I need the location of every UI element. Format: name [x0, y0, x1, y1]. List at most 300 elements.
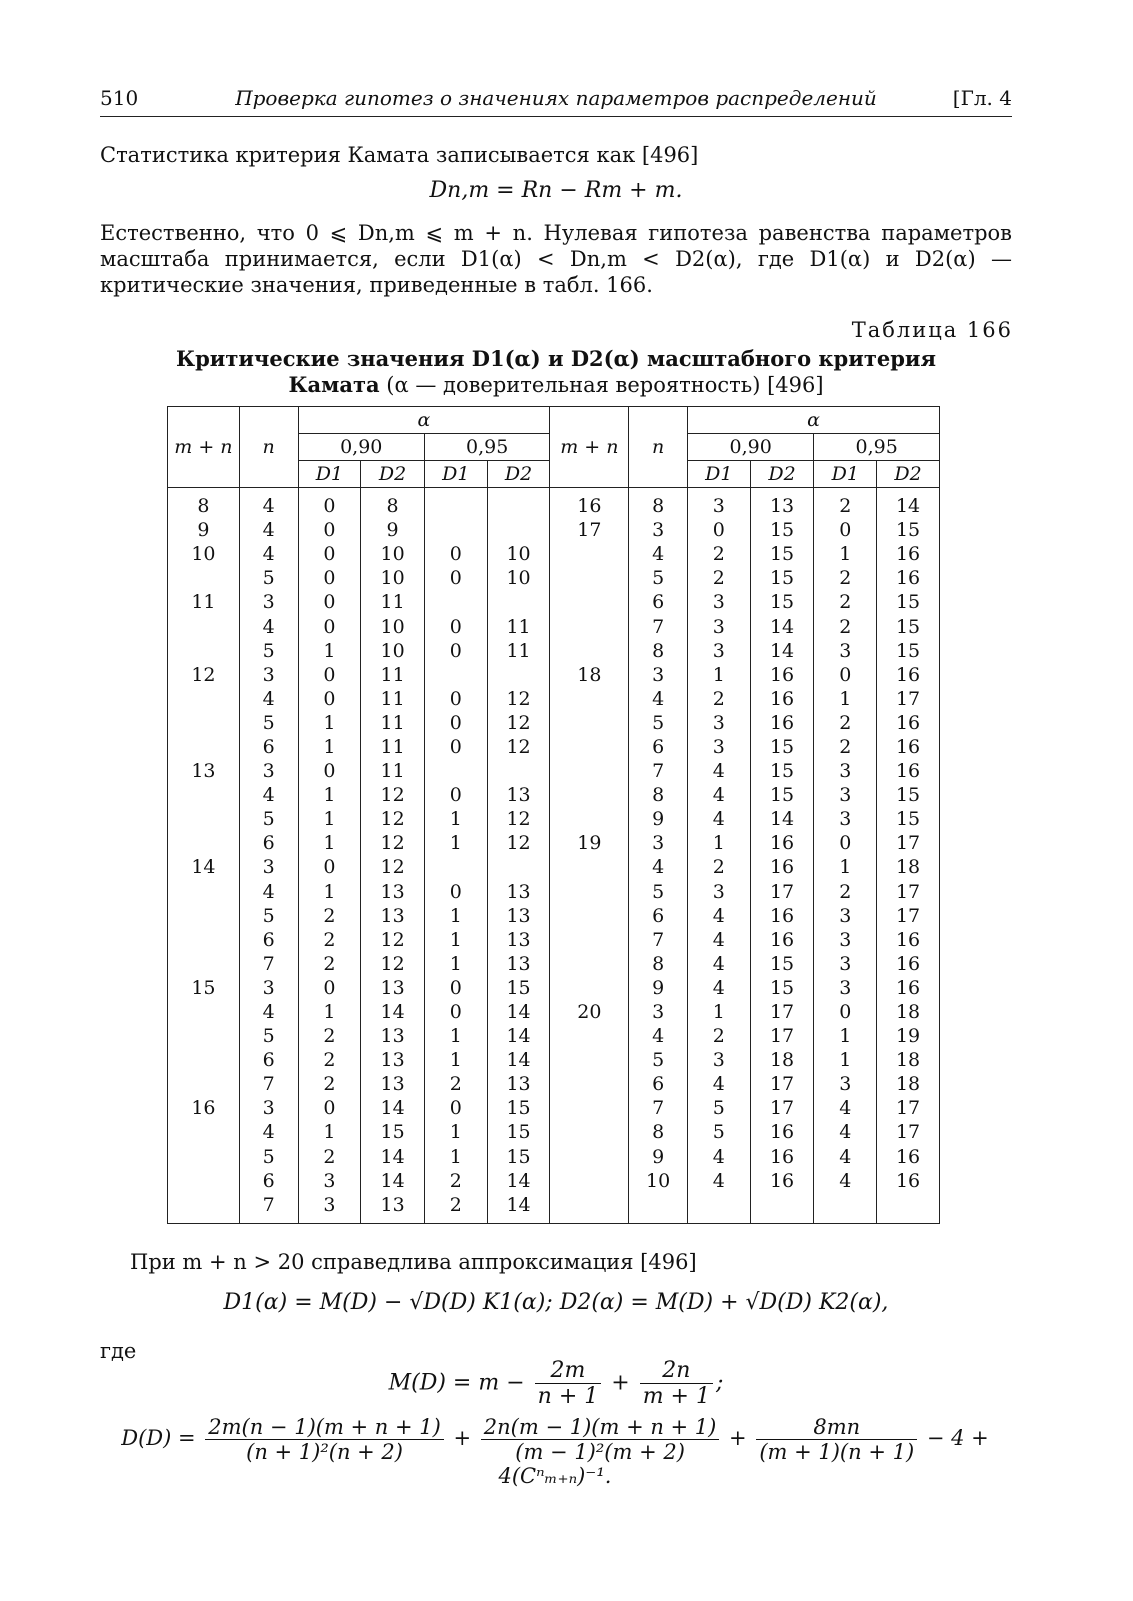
table-cell: 4	[687, 783, 750, 807]
table-cell: 1	[814, 542, 877, 566]
table-row	[168, 928, 940, 952]
table-cell: 1	[298, 880, 361, 904]
table-cell: 0	[424, 1096, 487, 1120]
col-header-mn-left: m + n	[168, 407, 240, 488]
table-cell: 13	[750, 488, 814, 519]
table-cell: 12	[487, 831, 550, 855]
table-cell: 1	[424, 831, 487, 855]
variance-formula: D(D) = $\frac{2m(n - 1)(m + n + 1)}{\text{(n + 1)²(n + 2)}}$ + $\frac{2n(m - 1)(m + n + 1)}{\text{(m − 1)²(m + 2)}}$ + $\frac{8mn}{(m + 1)(n + 1)}$ − 4 + 4(Cⁿₘ₊ₙ)⁻¹.	[121, 1415, 989, 1488]
table-cell: 0	[298, 590, 361, 614]
table-cell: 16	[877, 1145, 940, 1169]
table-cell: 1	[814, 1048, 877, 1072]
table-cell: 1	[298, 711, 361, 735]
table-cell: 1	[814, 855, 877, 879]
table-cell	[550, 855, 629, 879]
table-cell: 0	[298, 759, 361, 783]
col-header-090-right: 0,90	[687, 434, 813, 461]
dd-f2-den: (m − 1)²(m + 2)	[515, 1440, 685, 1464]
table-cell: 13	[361, 880, 425, 904]
table-row	[168, 1024, 940, 1048]
table-cell: 4	[239, 614, 298, 638]
table-cell: 15	[487, 1096, 550, 1120]
table-cell: 4	[687, 1169, 750, 1193]
table-cell: 13	[361, 976, 425, 1000]
table-row	[168, 735, 940, 759]
table-cell: 16	[750, 928, 814, 952]
table-cell: 15	[750, 735, 814, 759]
table-cell: 3	[239, 855, 298, 879]
table-cell: 4	[239, 880, 298, 904]
table-row	[168, 904, 940, 928]
table-cell: 9	[361, 518, 425, 542]
table-cell	[550, 735, 629, 759]
table-cell	[550, 904, 629, 928]
intro-line: Статистика критерия Камата записывается как [496]	[100, 143, 699, 167]
table-cell: 14	[361, 1000, 425, 1024]
table-cell: 6	[239, 1169, 298, 1193]
table-cell: 13	[487, 1072, 550, 1096]
table-cell: 10	[361, 639, 425, 663]
table-cell: 3	[239, 759, 298, 783]
table-row	[168, 639, 940, 663]
table-row	[168, 542, 940, 566]
table-cell: 11	[361, 711, 425, 735]
table-cell: 1	[424, 1145, 487, 1169]
table-cell: 16	[750, 1169, 814, 1193]
table-cell: 18	[877, 855, 940, 879]
table-cell: 14	[750, 639, 814, 663]
table-cell: 16	[550, 488, 629, 519]
table-cell: 15	[877, 807, 940, 831]
table-cell	[487, 759, 550, 783]
table-cell: 0	[424, 542, 487, 566]
table-cell: 7	[239, 1072, 298, 1096]
table-cell: 15	[487, 1145, 550, 1169]
table-cell: 2	[687, 542, 750, 566]
table-cell: 4	[239, 783, 298, 807]
table-cell: 17	[877, 904, 940, 928]
table-row	[168, 518, 940, 542]
dd-tail: − 4 + 4(Cⁿₘ₊ₙ)⁻¹.	[498, 1426, 989, 1488]
table-cell: 13	[361, 904, 425, 928]
table-cell: 2	[298, 1145, 361, 1169]
col-header-d2: D2	[487, 461, 550, 488]
dd-fraction-3	[756, 1415, 917, 1464]
table-cell: 0	[814, 1000, 877, 1024]
table-cell: 4	[814, 1145, 877, 1169]
table-cell: 2	[814, 711, 877, 735]
table-cell: 3	[629, 518, 688, 542]
table-cell	[424, 590, 487, 614]
table-cell: 2	[298, 904, 361, 928]
table-cell: 2	[424, 1193, 487, 1224]
table-cell	[487, 488, 550, 519]
table-cell: 0	[424, 880, 487, 904]
table-cell: 3	[687, 1048, 750, 1072]
table-cell	[168, 831, 240, 855]
table-cell: 1	[298, 1120, 361, 1144]
table-cell	[550, 566, 629, 590]
table-cell: 0	[424, 783, 487, 807]
table-cell: 11	[361, 759, 425, 783]
table-cell: 5	[239, 566, 298, 590]
table-cell: 6	[629, 904, 688, 928]
dd-fraction-1	[205, 1415, 444, 1464]
col-header-d1: D1	[687, 461, 750, 488]
table-cell: 7	[239, 952, 298, 976]
table-cell: 6	[629, 590, 688, 614]
table-cell	[168, 614, 240, 638]
dd-left: D(D) =	[121, 1426, 196, 1450]
table-cell: 17	[550, 518, 629, 542]
table-cell: 15	[487, 976, 550, 1000]
table-cell: 1	[424, 1120, 487, 1144]
table-cell: 13	[361, 1072, 425, 1096]
table-cell	[550, 687, 629, 711]
dd-f3-num: 8mn	[756, 1415, 917, 1440]
md-left: M(D) = m −	[388, 1370, 525, 1396]
table-cell: 0	[298, 488, 361, 519]
table-cell: 3	[298, 1169, 361, 1193]
table-cell: 0	[424, 1000, 487, 1024]
table-cell: 10	[361, 566, 425, 590]
table-cell	[168, 1120, 240, 1144]
table-cell: 7	[629, 928, 688, 952]
table-cell: 14	[750, 807, 814, 831]
table-cell: 6	[239, 831, 298, 855]
table-cell: 16	[750, 904, 814, 928]
table-row	[168, 831, 940, 855]
table-cell: 3	[239, 976, 298, 1000]
table-cell: 16	[877, 928, 940, 952]
table-cell	[168, 711, 240, 735]
table-cell: 1	[298, 783, 361, 807]
table-cell: 3	[687, 488, 750, 519]
table-row	[168, 614, 940, 638]
table-cell: 12	[361, 952, 425, 976]
table-cell: 2	[687, 855, 750, 879]
page-number: 510	[100, 86, 139, 110]
table-cell	[168, 1024, 240, 1048]
table-cell	[550, 1024, 629, 1048]
table-cell: 2	[687, 1024, 750, 1048]
table-cell: 0	[687, 518, 750, 542]
table-cell	[550, 1120, 629, 1144]
table-cell	[168, 1072, 240, 1096]
table-cell	[550, 1193, 629, 1224]
table-cell: 3	[814, 952, 877, 976]
col-header-d2: D2	[361, 461, 425, 488]
table-cell: 1	[298, 1000, 361, 1024]
col-header-mn-right: m + n	[550, 407, 629, 488]
table-cell: 2	[298, 952, 361, 976]
table-cell: 12	[361, 928, 425, 952]
table-cell: 13	[168, 759, 240, 783]
table-cell: 8	[629, 952, 688, 976]
table-body	[168, 488, 940, 1224]
table-cell: 1	[424, 807, 487, 831]
table-cell	[168, 735, 240, 759]
table-cell: 3	[814, 976, 877, 1000]
table-cell	[550, 711, 629, 735]
table-cell: 0	[814, 663, 877, 687]
table-cell: 3	[814, 807, 877, 831]
table-row	[168, 711, 940, 735]
table-cell: 3	[298, 1193, 361, 1224]
table-cell: 1	[298, 639, 361, 663]
table-cell: 16	[750, 711, 814, 735]
table-cell: 15	[750, 976, 814, 1000]
table-cell	[877, 1193, 940, 1224]
table-cell: 12	[361, 807, 425, 831]
table-cell: 4	[629, 542, 688, 566]
table-cell: 13	[361, 1048, 425, 1072]
col-header-d2: D2	[877, 461, 940, 488]
table-row	[168, 590, 940, 614]
table-cell: 16	[877, 1169, 940, 1193]
table-cell: 0	[424, 566, 487, 590]
table-cell: 18	[877, 1072, 940, 1096]
table-cell: 1	[424, 952, 487, 976]
table-row	[168, 1193, 940, 1224]
table-cell: 1	[424, 1024, 487, 1048]
table-cell: 1	[424, 1048, 487, 1072]
table-caption-line2	[100, 372, 1012, 397]
table-row	[168, 880, 940, 904]
table-cell: 16	[877, 566, 940, 590]
table-cell: 6	[239, 1048, 298, 1072]
dd-f1-den: (n + 1)²(n + 2)	[246, 1440, 403, 1464]
table-cell: 3	[629, 663, 688, 687]
critical-values-table	[167, 406, 940, 1224]
table-cell: 17	[750, 1096, 814, 1120]
table-cell: 0	[424, 976, 487, 1000]
table-cell	[550, 1169, 629, 1193]
table-cell: 16	[750, 687, 814, 711]
table-row	[168, 807, 940, 831]
table-row	[168, 1072, 940, 1096]
table-cell	[550, 542, 629, 566]
table-cell: 11	[487, 614, 550, 638]
col-header-090-left: 0,90	[298, 434, 424, 461]
table-cell: 15	[877, 518, 940, 542]
table-row	[168, 1169, 940, 1193]
table-cell: 5	[629, 566, 688, 590]
caption-rest: (α — доверительная вероятность) [496]	[379, 373, 824, 397]
table-cell: 16	[877, 663, 940, 687]
dd-fraction-2	[481, 1415, 720, 1464]
col-header-alpha-right: α	[687, 407, 939, 434]
table-cell: 14	[487, 1000, 550, 1024]
table-cell: 3	[814, 1072, 877, 1096]
table-cell: 4	[239, 488, 298, 519]
table-cell: 5	[629, 880, 688, 904]
where-word: где	[100, 1339, 137, 1363]
table-cell: 7	[629, 759, 688, 783]
table-cell: 3	[687, 711, 750, 735]
table-cell: 15	[750, 952, 814, 976]
table-cell: 12	[361, 855, 425, 879]
table-cell	[550, 783, 629, 807]
table-cell	[168, 1145, 240, 1169]
table-row	[168, 566, 940, 590]
table-cell: 17	[877, 1120, 940, 1144]
table-cell: 14	[168, 855, 240, 879]
table-cell: 18	[877, 1000, 940, 1024]
table-cell: 4	[239, 687, 298, 711]
table-cell: 10	[629, 1169, 688, 1193]
table-cell: 5	[629, 1048, 688, 1072]
table-cell: 3	[687, 735, 750, 759]
table-cell: 14	[487, 1169, 550, 1193]
table-cell: 0	[298, 542, 361, 566]
table-cell: 2	[814, 566, 877, 590]
table-cell: 11	[168, 590, 240, 614]
table-cell: 3	[239, 590, 298, 614]
table-cell: 13	[487, 783, 550, 807]
table-cell: 16	[877, 542, 940, 566]
table-cell: 1	[687, 663, 750, 687]
table-cell: 19	[550, 831, 629, 855]
table-cell: 9	[168, 518, 240, 542]
dd-f3-den: (m + 1)(n + 1)	[759, 1440, 915, 1464]
table-row	[168, 1048, 940, 1072]
table-cell	[168, 807, 240, 831]
table-cell	[168, 783, 240, 807]
table-cell	[168, 1193, 240, 1224]
table-cell: 3	[814, 783, 877, 807]
table-cell: 5	[687, 1096, 750, 1120]
table-cell	[750, 1193, 814, 1224]
table-cell: 0	[424, 687, 487, 711]
table-cell: 2	[814, 735, 877, 759]
table-cell: 16	[750, 1145, 814, 1169]
table-label: Таблица 166	[851, 318, 1013, 342]
table-cell: 3	[629, 1000, 688, 1024]
table-cell: 15	[750, 759, 814, 783]
dd-f2-num: 2n(m − 1)(m + n + 1)	[481, 1415, 720, 1440]
table-cell: 12	[487, 711, 550, 735]
table-row	[168, 1000, 940, 1024]
table-cell: 15	[877, 590, 940, 614]
md-fraction-2	[640, 1358, 713, 1409]
table-cell: 17	[750, 1072, 814, 1096]
table-cell: 12	[168, 663, 240, 687]
table-cell: 17	[877, 687, 940, 711]
table-cell	[168, 904, 240, 928]
md-frac2-num: 2n	[640, 1358, 713, 1384]
table-cell: 3	[239, 1096, 298, 1120]
table-cell	[168, 639, 240, 663]
col-header-095-right: 0,95	[814, 434, 940, 461]
table-cell	[550, 976, 629, 1000]
table-cell: 16	[750, 855, 814, 879]
d1-d2-approx-formula: D1(α) = M(D) − √D(D) K1(α); D2(α) = M(D) + √D(D) K2(α),	[223, 1290, 889, 1315]
table-cell	[168, 687, 240, 711]
table-cell: 0	[424, 614, 487, 638]
table-cell: 4	[814, 1169, 877, 1193]
md-end: ;	[715, 1370, 724, 1396]
table-cell: 2	[687, 687, 750, 711]
table-cell: 0	[298, 566, 361, 590]
table-cell: 4	[239, 518, 298, 542]
table-cell: 14	[750, 614, 814, 638]
table-cell: 14	[487, 1193, 550, 1224]
table-cell: 12	[487, 807, 550, 831]
table-cell: 2	[424, 1169, 487, 1193]
table-cell: 0	[424, 639, 487, 663]
table-row	[168, 952, 940, 976]
table-cell: 3	[687, 590, 750, 614]
table-cell: 8	[629, 1120, 688, 1144]
table-cell: 2	[298, 1072, 361, 1096]
table-cell: 4	[239, 1120, 298, 1144]
table-cell: 16	[750, 663, 814, 687]
table-cell: 1	[298, 735, 361, 759]
table-cell	[487, 518, 550, 542]
table-cell: 2	[814, 590, 877, 614]
table-cell: 15	[750, 542, 814, 566]
table-cell: 0	[298, 855, 361, 879]
table-cell	[550, 590, 629, 614]
table-cell: 14	[877, 488, 940, 519]
table-cell: 0	[298, 663, 361, 687]
table-cell: 17	[750, 1000, 814, 1024]
table-cell: 4	[687, 759, 750, 783]
table-cell: 4	[687, 807, 750, 831]
table-cell: 4	[687, 952, 750, 976]
table-cell	[424, 488, 487, 519]
table-cell: 19	[877, 1024, 940, 1048]
col-header-alpha-left: α	[298, 407, 550, 434]
table-cell: 6	[629, 1072, 688, 1096]
col-header-d1: D1	[298, 461, 361, 488]
table-cell: 8	[629, 783, 688, 807]
table-cell: 15	[168, 976, 240, 1000]
table-cell: 6	[239, 735, 298, 759]
table-cell	[550, 1096, 629, 1120]
table-cell: 4	[687, 904, 750, 928]
table-cell	[424, 855, 487, 879]
table-cell: 0	[424, 711, 487, 735]
table-cell	[550, 639, 629, 663]
table-cell	[168, 928, 240, 952]
table-cell: 3	[687, 880, 750, 904]
md-fraction-1	[535, 1358, 602, 1409]
table-cell: 15	[750, 566, 814, 590]
table-cell: 1	[424, 928, 487, 952]
table-cell: 4	[239, 542, 298, 566]
table-cell: 10	[487, 542, 550, 566]
table-cell	[168, 880, 240, 904]
table-cell: 0	[424, 735, 487, 759]
kamat-statistic-formula: Dn,m = Rn − Rm + m.	[429, 178, 683, 203]
table-cell	[168, 952, 240, 976]
table-cell: 1	[687, 831, 750, 855]
table-cell: 11	[361, 687, 425, 711]
table-cell: 4	[687, 1072, 750, 1096]
table-row	[168, 663, 940, 687]
caption-author: Камата	[288, 372, 380, 397]
table-cell	[550, 1048, 629, 1072]
table-cell: 18	[750, 1048, 814, 1072]
table-cell: 0	[298, 687, 361, 711]
table-cell: 0	[298, 976, 361, 1000]
table-cell: 9	[629, 976, 688, 1000]
table-cell: 15	[750, 590, 814, 614]
table-cell: 9	[629, 807, 688, 831]
table-cell: 4	[687, 928, 750, 952]
